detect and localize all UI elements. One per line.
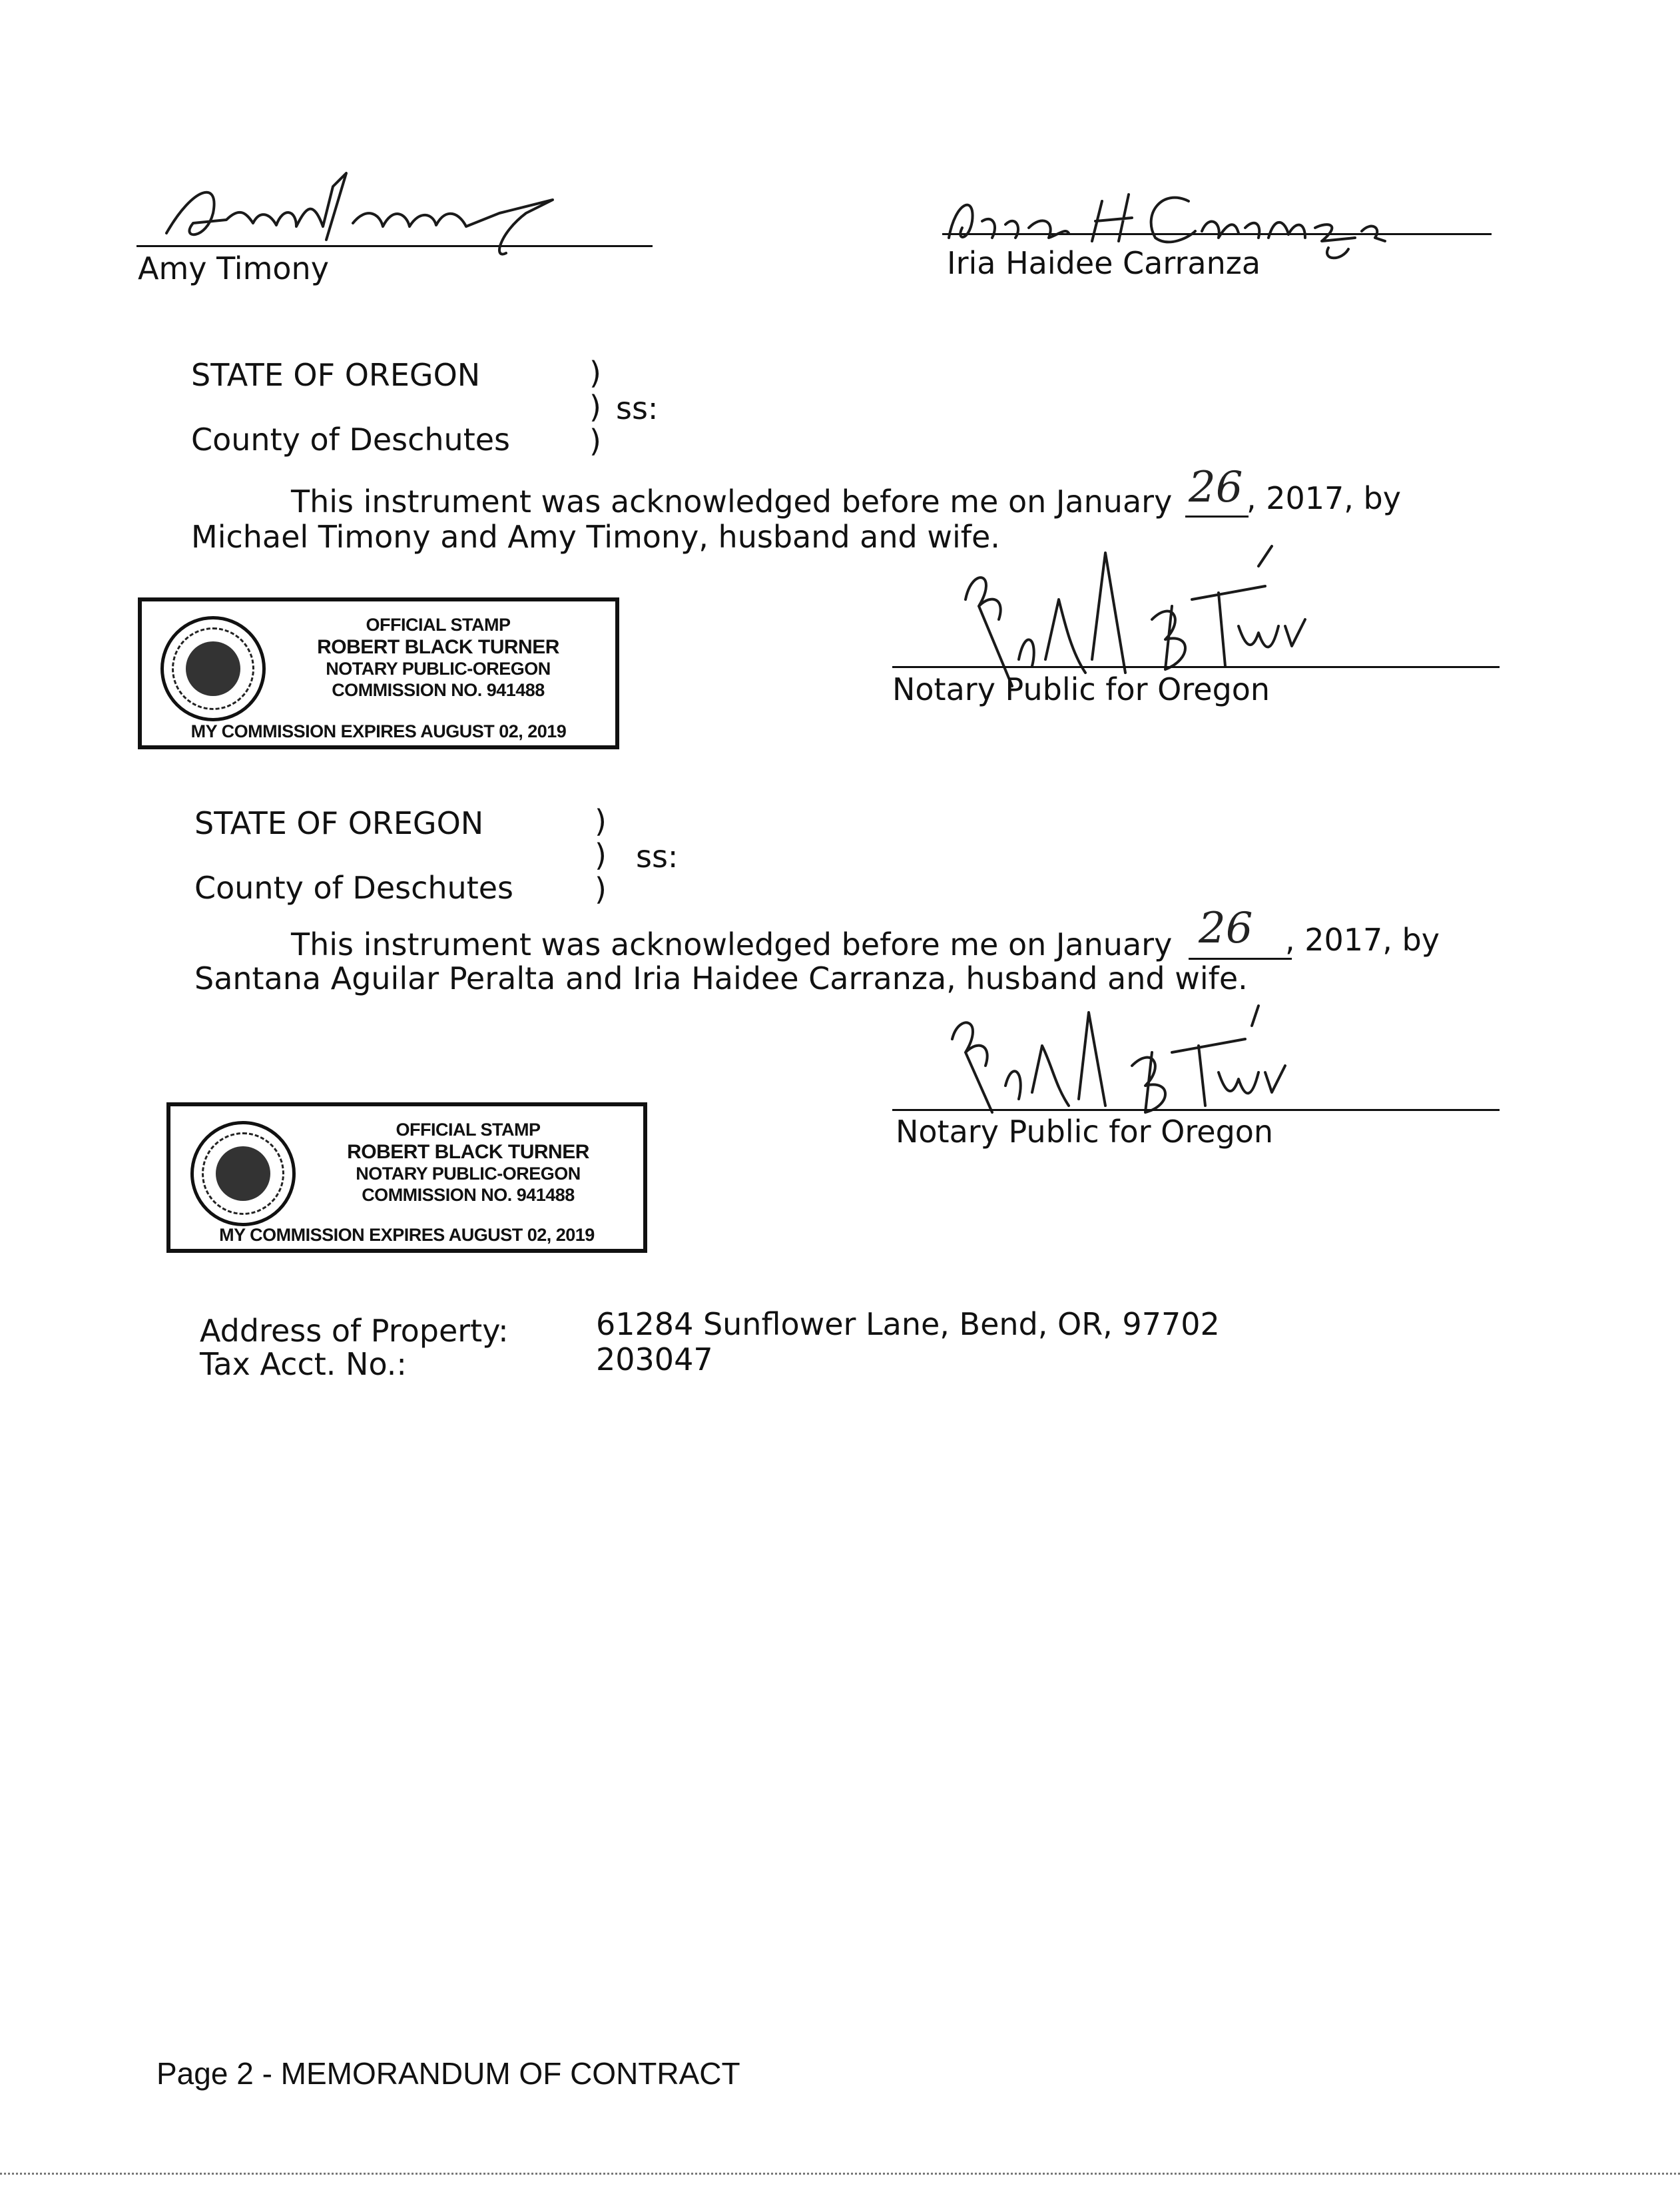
stamp2-line2: ROBERT BLACK TURNER [347, 1141, 589, 1163]
notary-line-1 [892, 666, 1500, 668]
ack2-paren-3: ) [595, 871, 607, 907]
page-footer: Page 2 - MEMORANDUM OF CONTRACT [156, 2056, 740, 2091]
stamp2-line5: MY COMMISSION EXPIRES AUGUST 02, 2019 [219, 1225, 595, 1245]
ack2-state: STATE OF OREGON [194, 805, 484, 841]
ack1-line1-before: This instrument was acknowledged before me on January [291, 484, 1173, 520]
oregon-seal-icon [160, 616, 266, 721]
ack1-paren-3: ) [589, 423, 601, 459]
notary-stamp-1 [138, 597, 619, 749]
stamp2-line1: OFFICIAL STAMP [396, 1120, 541, 1140]
stamp1-line4: COMMISSION NO. 941488 [332, 680, 545, 700]
oregon-seal-icon [190, 1121, 296, 1226]
stamp2-line4: COMMISSION NO. 941488 [362, 1185, 575, 1205]
ack2-line1-before: This instrument was acknowledged before me on January [291, 926, 1173, 962]
page-bottom-edge [0, 2173, 1680, 2175]
ack2-ss: ss: [636, 839, 679, 875]
ack1-ss: ss: [616, 390, 659, 426]
ack1-paren-2: ) [589, 389, 601, 425]
ack2-notary-label: Notary Public for Oregon [896, 1114, 1274, 1150]
left-signer-name: Amy Timony [138, 250, 329, 286]
notary-line-2 [892, 1109, 1500, 1111]
notary-stamp-2 [166, 1102, 647, 1253]
ack1-state: STATE OF OREGON [191, 357, 481, 393]
address-label: Address of Property: [200, 1313, 509, 1349]
ack1-date-underline [1185, 516, 1249, 518]
notary-signature-2 [939, 999, 1312, 1126]
ack2-paren-1: ) [595, 803, 607, 839]
ack1-county: County of Deschutes [191, 422, 511, 458]
ack2-date-underline [1189, 958, 1292, 960]
ack1-line1-after: , 2017, by [1247, 480, 1401, 516]
ack1-line2: Michael Timony and Amy Timony, husband and wife. [191, 519, 1000, 555]
stamp1-line5: MY COMMISSION EXPIRES AUGUST 02, 2019 [190, 721, 567, 741]
ack1-date-day: 26 [1189, 463, 1243, 512]
right-signer-name: Iria Haidee Carranza [947, 245, 1261, 281]
ack1-paren-1: ) [589, 355, 601, 391]
stamp2-line3: NOTARY PUBLIC-OREGON [356, 1164, 581, 1184]
stamp1-line2: ROBERT BLACK TURNER [317, 636, 559, 658]
tax-label: Tax Acct. No.: [200, 1346, 407, 1382]
ack1-notary-label: Notary Public for Oregon [892, 671, 1270, 707]
ack2-line2: Santana Aguilar Peralta and Iria Haidee Carranza, husband and wife. [194, 960, 1248, 996]
ack2-paren-2: ) [595, 837, 607, 873]
tax-value: 203047 [596, 1341, 713, 1377]
stamp1-line1: OFFICIAL STAMP [366, 615, 511, 635]
stamp1-line3: NOTARY PUBLIC-OREGON [326, 659, 551, 679]
ack2-county: County of Deschutes [194, 870, 514, 906]
address-value: 61284 Sunflower Lane, Bend, OR, 97702 [596, 1306, 1220, 1342]
ack2-date-day: 26 [1199, 904, 1253, 953]
ack2-line1-after: , 2017, by [1285, 922, 1440, 958]
